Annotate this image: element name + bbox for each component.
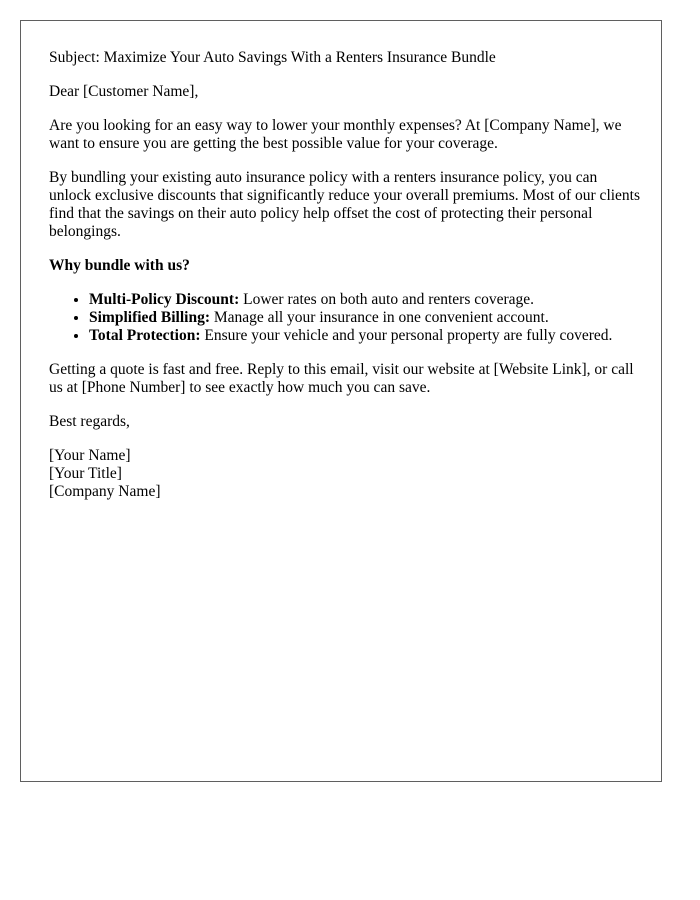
- benefit-title: Simplified Billing:: [89, 309, 211, 326]
- benefit-item: [89, 309, 641, 327]
- benefits-list: [49, 291, 641, 345]
- benefit-text: Lower rates on both auto and renters coverage.: [239, 291, 535, 308]
- signature-title: [Your Title]: [49, 465, 122, 482]
- signature-block: [49, 447, 641, 501]
- signature-name: [Your Name]: [49, 447, 131, 464]
- benefit-text: Manage all your insurance in one convenient account.: [210, 309, 549, 326]
- benefit-title: Total Protection:: [89, 327, 201, 344]
- why-bundle-heading: Why bundle with us?: [49, 257, 190, 274]
- benefit-text: Ensure your vehicle and your personal property are fully covered.: [200, 327, 613, 344]
- intro-paragraph: Are you looking for an easy way to lower your monthly expenses? At [Company Name], we want to ensure you are getting the best possible value for your coverage.: [49, 117, 622, 152]
- closing: Best regards,: [49, 413, 130, 430]
- body-paragraph: By bundling your existing auto insurance policy with a renters insurance policy, you can unlock exclusive discounts that significantly reduce your overall premiums. Most of our clients find that the savings on their auto policy help offset the cost of protecting their personal belongings.: [49, 169, 641, 240]
- subject-line: Subject: Maximize Your Auto Savings With a Renters Insurance Bundle: [49, 49, 496, 66]
- greeting: Dear [Customer Name],: [49, 83, 199, 100]
- signature-company: [Company Name]: [49, 483, 161, 500]
- benefit-item: [89, 291, 641, 309]
- benefit-item: [89, 327, 641, 345]
- call-to-action-paragraph: Getting a quote is fast and free. Reply to this email, visit our website at [Website Link], or call us at [Phone Number] to see exactly how much you can save.: [49, 361, 634, 396]
- letter-document: [20, 20, 662, 782]
- benefit-title: Multi-Policy Discount:: [89, 291, 240, 308]
